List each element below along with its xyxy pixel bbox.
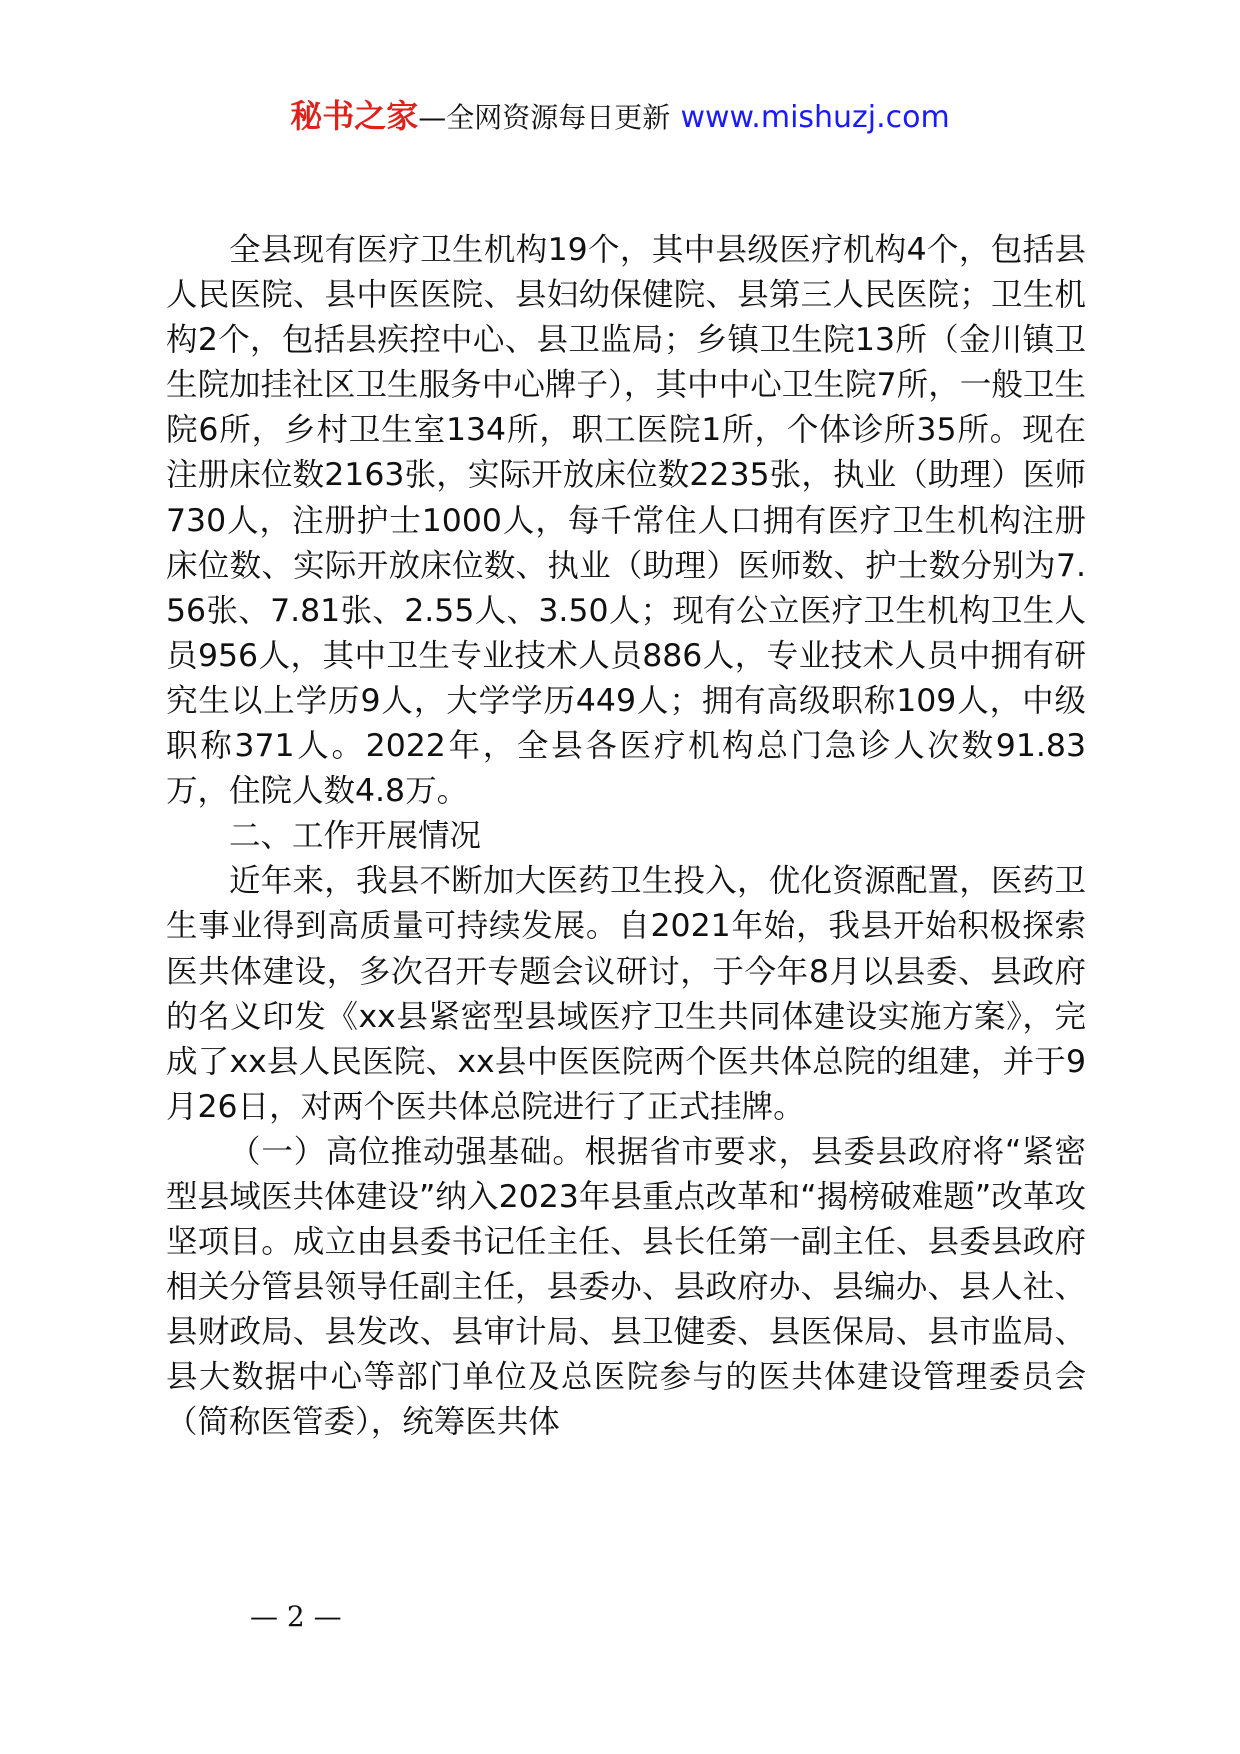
site-header — [0, 96, 1240, 138]
brand-name: 秘书之家 — [290, 97, 419, 135]
paragraph-high-level-promotion: （一）高位推动强基础。根据省市要求，县委县政府将“紧密型县域医共体建设”纳入2023年县重点改革和“揭榜破难题”改革攻坚项目。成立由县委书记任主任、县长任第一副主任、县委县政府相关分管县领导任副主任，县委办、县政府办、县编办、县人社、县财政局、县发改、县审计局、县卫健委、县医保局、县市监局、县大数据中心等部门单位及总医院参与的医共体建设管理委员会（简称医管委），统筹医共体 — [166, 1133, 1086, 1441]
paragraph-institution-statistics: 全县现有医疗卫生机构19个，其中县级医疗机构4个，包括县人民医院、县中医医院、县妇幼保健院、县第三人民医院；卫生机构2个，包括县疾控中心、县卫监局；乡镇卫生院13所（金川镇卫生院加挂社区卫生服务中心牌子），其中中心卫生院7所，一般卫生院6所，乡村卫生室134所，职工医院1所，个体诊所35所。现在注册床位数2163张，实际开放床位数2235张，执业（助理）医师730人，注册护士1000人，每千常住人口拥有医疗卫生机构注册床位数、实际开放床位数、执业（助理）医师数、护士数分别为7.56张、7.81张、2.55人、3.50人；现有公立医疗卫生机构卫生人员956人，其中卫生专业技术人员886人，专业技术人员中拥有研究生以上学历9人，大学学历449人；拥有高级职称109人，中级职称371人。2022年，全县各医疗机构总门急诊人次数91.83万，住院人数4.8万。 — [166, 232, 1086, 810]
paragraph-recent-progress: 近年来，我县不断加大医药卫生投入，优化资源配置，医药卫生事业得到高质量可持续发展。自2021年始，我县开始积极探索医共体建设，多次召开专题会议研讨，于今年8月以县委、县政府的名义印发《xx县紧密型县域医疗卫生共同体建设实施方案》，完成了xx县人民医院、xx县中医医院两个医共体总院的组建，并于9月26日，对两个医共体总院进行了正式挂牌。 — [166, 863, 1086, 1125]
section-heading-work-progress: 二、工作开展情况 — [229, 818, 482, 855]
header-tagline: —全网资源每日更新 — [418, 101, 671, 134]
document-body — [166, 228, 1086, 1446]
website-link[interactable]: www.mishuzj.com — [680, 100, 950, 135]
page-number: — 2 — — [250, 1600, 342, 1633]
